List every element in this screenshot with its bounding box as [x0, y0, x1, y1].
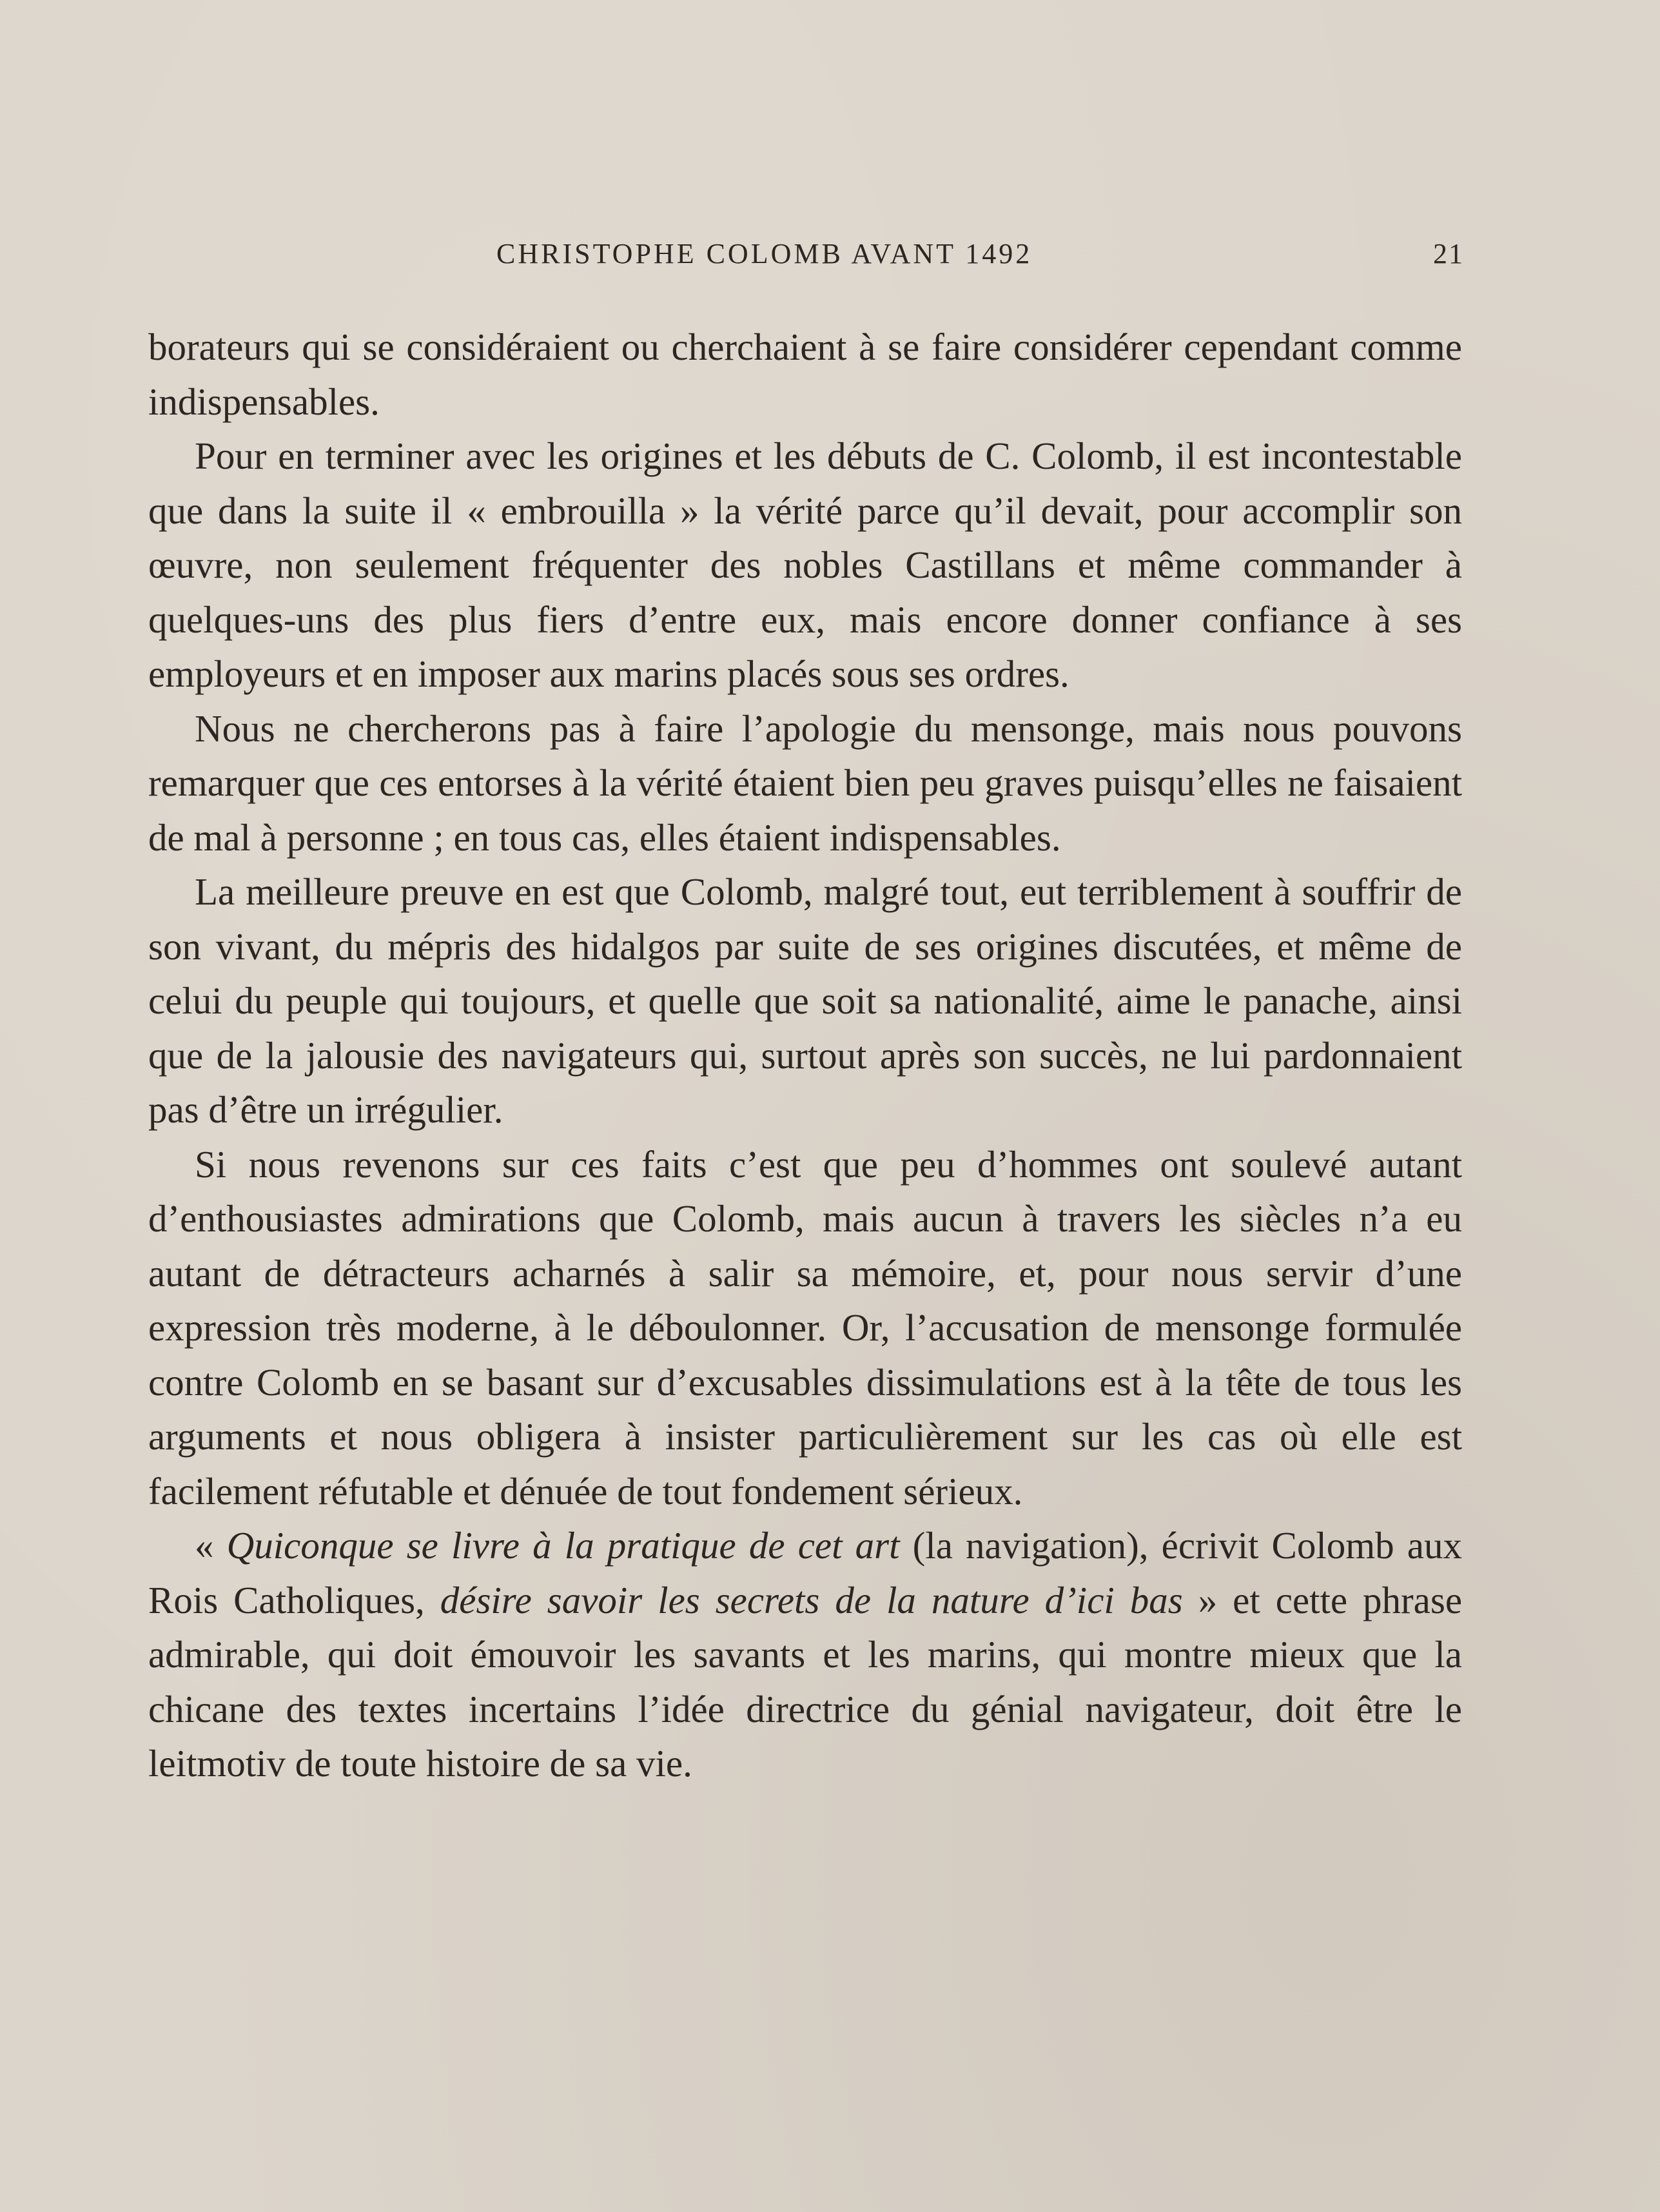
- paragraph: Pour en terminer avec les origines et les débuts de C. Colomb, il est incontestable que dans la suite il « embrouilla » la vérité parce qu’il devait, pour accomplir son œuvre, non seulement fréquenter des nobles Castillans et même commander à quelques-uns des plus fiers d’entre eux, mais encore donner confiance à ses employeurs et en imposer aux marins placés sous ses ordres.: [148, 435, 1462, 695]
- paragraph-continued: borateurs qui se considéraient ou cherchaient à se faire considérer cependant comme indispensables.: [148, 326, 1462, 423]
- body-text: [148, 320, 1462, 1791]
- quote-italic-2: désire savoir les secrets de la nature d’ici bas: [440, 1578, 1183, 1621]
- paragraph: La meilleure preuve en est que Colomb, malgré tout, eut terriblement à souffrir de son vivant, du mépris des hidalgos par suite de ses origines discutées, et même de celui du peuple qui toujours, et quelle que soit sa nationalité, aime le panache, ainsi que de la jalousie des navigateurs qui, surtout après son succès, ne lui pardonnaient pas d’être un irrégulier.: [148, 870, 1462, 1131]
- quote-middle: (la navigation), écrivit Colomb aux Rois Catholiques,: [148, 1524, 1462, 1621]
- paragraph: Nous ne chercherons pas à faire l’apologie du mensonge, mais nous pouvons remarquer que ces entorses à la vérité étaient bien peu graves puisqu’elles ne faisaient de mal à personne ; en tous cas, elles étaient indispensables.: [148, 707, 1462, 859]
- paragraph: Si nous revenons sur ces faits c’est que peu d’hommes ont soulevé autant d’enthousiastes admirations que Colomb, mais aucun à travers les siècles n’a eu autant de détracteurs acharnés à salir sa mémoire, et, pour nous servir d’une expression très moderne, à le déboulonner. Or, l’accusation de mensonge formulée contre Colomb en se basant sur d’excusables dissimulations est à la tête de tous les arguments et nous obligera à insister particulièrement sur les cas où elle est facilement réfutable et dénuée de tout fondement sérieux.: [148, 1142, 1462, 1512]
- quote-rest: » et cette phrase admirable, qui doit émouvoir les savants et les marins, qui montre mieux que la chicane des textes incertains l’idée directrice du génial navigateur, doit être le leitmotiv de toute histoire de sa vie.: [148, 1578, 1462, 1785]
- running-title: CHRISTOPHE COLOMB AVANT 1492: [496, 238, 1033, 269]
- running-head: [153, 237, 1464, 276]
- page-number: 21: [1433, 238, 1464, 269]
- quote-open: «: [195, 1524, 227, 1567]
- quote-paragraph: [148, 1518, 1462, 1791]
- quote-italic: Quiconque se livre à la pratique de cet art: [226, 1524, 900, 1567]
